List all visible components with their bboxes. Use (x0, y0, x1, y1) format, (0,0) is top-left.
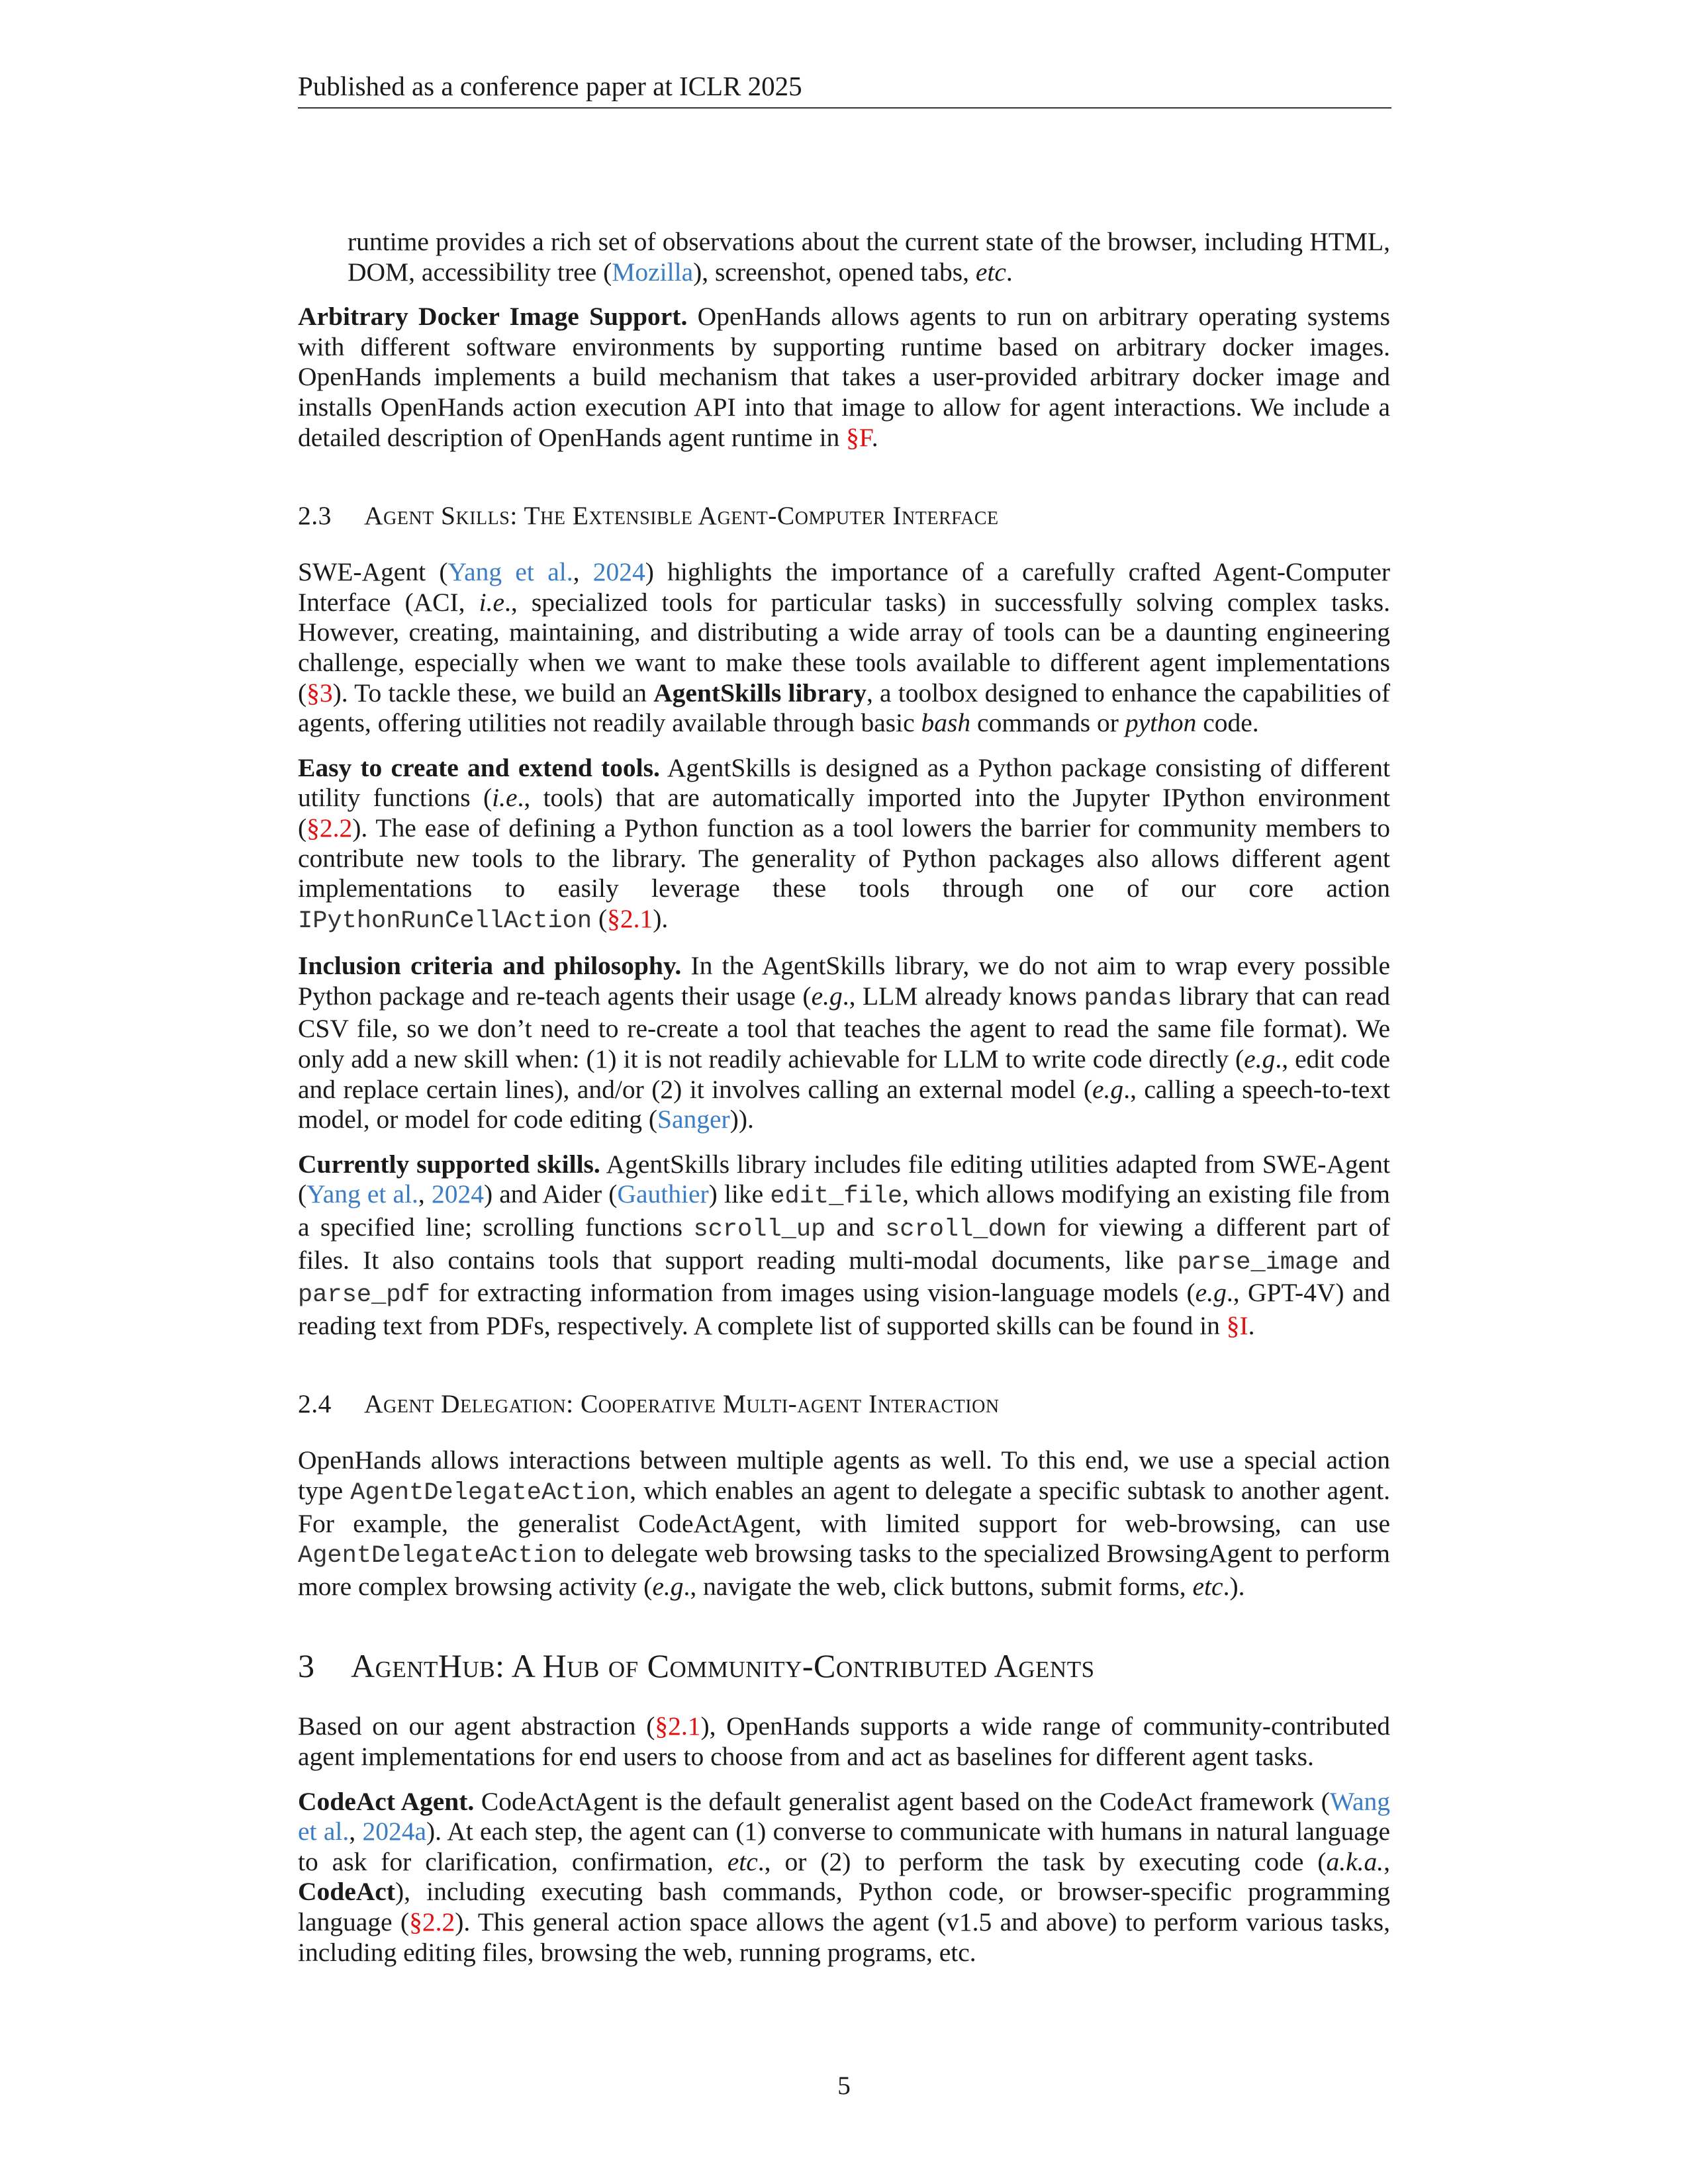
paragraph-codeact-agent: CodeAct Agent. CodeActAgent is the default generalist agent based on the CodeAct framework (Wang et al., 2024a). At each step, the agent can (1) converse to communicate with humans in natural language to ask for clarification, confirmation, etc., or (2) to perform the task by executing code (a.k.a., CodeAct), including executing bash commands, Python code, or browser-specific programming language (§2.2). This general action space allows the agent (v1.5 and above) to perform various tasks, including editing files, browsing the web, running programs, etc. (298, 1786, 1391, 1967)
paragraph-delegation: OpenHands allows interactions between multiple agents as well. To this end, we use a special action type AgentDelegateAction, which enables an agent to delegate a specific subtask to another agent. For example, the generalist CodeActAgent, with limited support for web-browsing, can use AgentDelegateAction to delegate web browsing tasks to the specialized BrowsingAgent to perform more complex browsing activity (e.g., navigate the web, click buttons, submit forms, etc.). (298, 1445, 1390, 1601)
code-identifier: AgentDelegateAction (350, 1479, 630, 1507)
section-heading-2-4: 2.4 Agent Delegation: Cooperative Multi-agent Interaction (298, 1389, 1000, 1419)
paragraph-lead: Inclusion criteria and philosophy. (298, 951, 682, 981)
section-ref-link[interactable]: §2.1 (607, 903, 653, 933)
section-heading-2-3: 2.3 Agent Skills: The Extensible Agent-Computer Interface (298, 501, 999, 531)
citation-link[interactable]: Yang et al. (447, 557, 573, 587)
running-header: Published as a conference paper at ICLR 2025 (298, 69, 1391, 109)
paragraph-runtime-continuation: runtime provides a rich set of observations about the current state of the browser, including HTML, DOM, accessibility tree (Mozilla), screenshot, opened tabs, etc. (348, 227, 1390, 287)
page-number: 5 (837, 2071, 851, 2100)
citation-link[interactable]: 2024 (592, 557, 645, 587)
code-identifier: AgentDelegateAction (298, 1542, 577, 1570)
citation-link[interactable]: Yang et al. (306, 1179, 418, 1209)
code-identifier: pandas (1084, 984, 1172, 1013)
citation-link[interactable]: 2024a (362, 1817, 427, 1846)
paragraph-lead: CodeAct Agent. (298, 1786, 475, 1816)
citation-link[interactable]: Wang et al. (298, 1786, 1390, 1846)
paragraph-inclusion-criteria: Inclusion criteria and philosophy. In the AgentSkills library, we do not aim to wrap every possible Python package and re-teach agents their usage (e.g., LLM already knows pandas library that can read CSV file, so we don’t need to re-create a tool that teaches the agent to read the same file format). We only add a new skill when: (1) it is not readily achievable for LLM to write code directly (e.g., edit code and replace certain lines), and/or (2) it involves calling an external model (e.g., calling a speech-to-text model, or model for code editing (Sanger)). (298, 951, 1391, 1134)
citation-link[interactable]: Mozilla (612, 257, 694, 287)
paragraph-supported-skills: Currently supported skills. AgentSkills library includes file editing utilities adapted from SWE-Agent (Yang et al., 2024) and Aider (Gauthier) like edit_file, which allows modifying an existing file from a specified line; scrolling functions scroll_up and scroll_down for viewing a different part of files. It also contains tools that support reading multi-modal documents, like parse_image and parse_pdf for extracting information from images using vision-language models (e.g., GPT-4V) and reading text from PDFs, respectively. A complete list of supported skills can be found in §I. (298, 1149, 1391, 1340)
code-identifier: edit_file (770, 1183, 903, 1211)
code-identifier: scroll_down (885, 1216, 1047, 1244)
section-ref-link[interactable]: §I (1226, 1310, 1248, 1340)
section-ref-link[interactable]: §2.1 (655, 1711, 701, 1741)
section-ref-link[interactable]: §F (846, 422, 872, 452)
section-ref-link[interactable]: §3 (306, 678, 333, 707)
citation-link[interactable]: Sanger (657, 1105, 730, 1134)
body-text (298, 227, 1390, 1982)
code-identifier: parse_pdf (298, 1281, 430, 1310)
paragraph-lead: Easy to create and extend tools. (298, 752, 660, 782)
paragraph-docker-support: Arbitrary Docker Image Support. OpenHands allows agents to run on arbitrary operating systems with different software environments by supporting runtime based on arbitrary docker images. OpenHands implements a build mechanism that takes a user-provided arbitrary docker image and installs OpenHands action execution API into that image to allow for agent interactions. We include a detailed description of OpenHands agent runtime in §F. (298, 302, 1390, 452)
section-ref-link[interactable]: §2.2 (409, 1907, 455, 1936)
citation-link[interactable]: Gauthier (617, 1179, 709, 1209)
code-identifier: IPythonRunCellAction (298, 907, 592, 935)
paragraph-easy-tools: Easy to create and extend tools. AgentSkills is designed as a Python package consisting of different utility functions (i.e., tools) that are automatically imported into the Jupyter IPython environment (§2.2). The ease of defining a Python function as a tool lowers the barrier for community members to contribute new tools to the library. The generality of Python packages also allows different agent implementations to easily leverage these tools through one of our core action IPythonRunCellAction (§2.1). (298, 752, 1390, 935)
citation-link[interactable]: 2024 (431, 1179, 484, 1209)
section-heading-3: 3 AgentHub: A Hub of Community-Contributed Agents (298, 1647, 1095, 1685)
paragraph-lead: Arbitrary Docker Image Support. (298, 302, 688, 332)
paragraph-agenthub-intro: Based on our agent abstraction (§2.1), OpenHands supports a wide range of community-contributed agent implementations for end users to choose from and act as baselines for different agent tasks. (298, 1711, 1390, 1771)
code-identifier: scroll_up (693, 1216, 826, 1244)
paragraph-lead: Currently supported skills. (298, 1149, 600, 1179)
section-ref-link[interactable]: §2.2 (306, 813, 353, 842)
paragraph-swe-agent: SWE-Agent (Yang et al., 2024) highlights the importance of a carefully crafted Agent-Computer Interface (ACI, i.e., specialized tools for particular tasks) in successfully solving complex tasks. However, creating, maintaining, and distributing a wide array of tools can be a daunting engineering challenge, especially when we want to make these tools available to different agent implementations (§3). To tackle these, we build an AgentSkills library, a toolbox designed to enhance the capabilities of agents, offering utilities not readily available through basic bash commands or python code. (298, 557, 1391, 738)
code-identifier: parse_image (1177, 1248, 1339, 1277)
